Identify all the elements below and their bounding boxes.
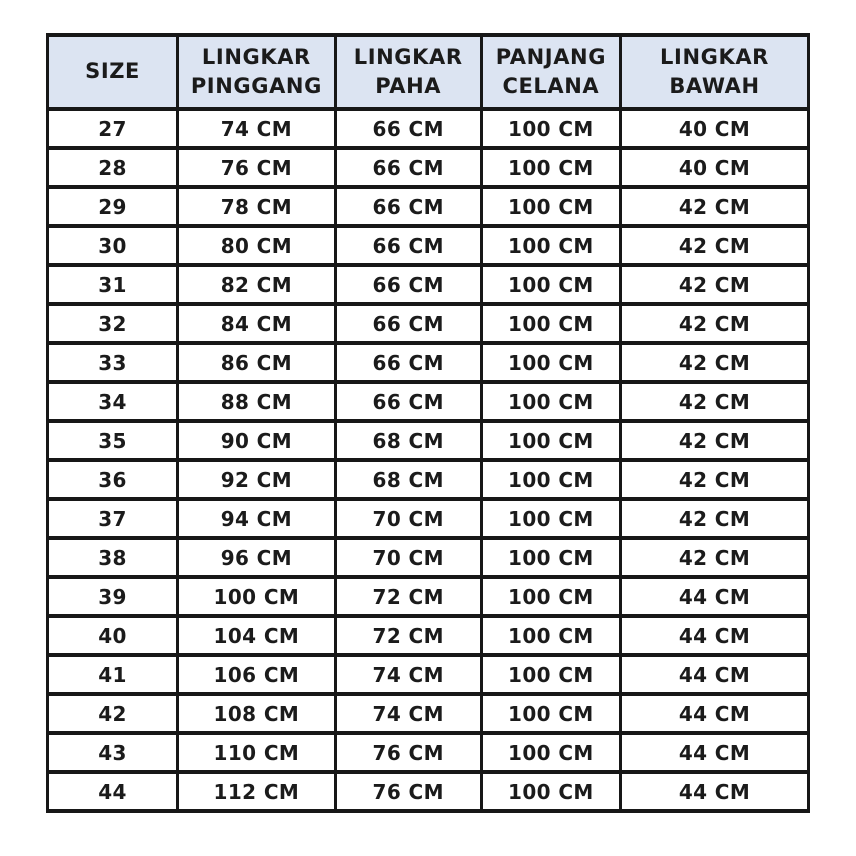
column-header: SIZE <box>48 35 178 109</box>
table-row <box>48 577 809 616</box>
measurement-cell: 96 CM <box>178 538 336 577</box>
measurement-cell: 78 CM <box>178 187 336 226</box>
size-chart <box>46 33 810 813</box>
measurement-cell: 100 CM <box>481 460 620 499</box>
size-cell: 32 <box>48 304 178 343</box>
measurement-cell: 44 CM <box>621 772 809 811</box>
measurement-cell: 76 CM <box>335 733 481 772</box>
measurement-cell: 100 CM <box>481 109 620 148</box>
size-cell: 42 <box>48 694 178 733</box>
measurement-cell: 100 CM <box>481 382 620 421</box>
table-row <box>48 382 809 421</box>
size-cell: 31 <box>48 265 178 304</box>
measurement-cell: 92 CM <box>178 460 336 499</box>
table-row <box>48 109 809 148</box>
measurement-cell: 66 CM <box>335 187 481 226</box>
measurement-cell: 110 CM <box>178 733 336 772</box>
measurement-cell: 72 CM <box>335 577 481 616</box>
measurement-cell: 100 CM <box>481 655 620 694</box>
measurement-cell: 76 CM <box>178 148 336 187</box>
measurement-cell: 100 CM <box>481 616 620 655</box>
measurement-cell: 66 CM <box>335 382 481 421</box>
measurement-cell: 42 CM <box>621 343 809 382</box>
measurement-cell: 106 CM <box>178 655 336 694</box>
measurement-cell: 70 CM <box>335 499 481 538</box>
measurement-cell: 100 CM <box>481 187 620 226</box>
table-row <box>48 148 809 187</box>
table-row <box>48 343 809 382</box>
measurement-cell: 42 CM <box>621 421 809 460</box>
size-cell: 29 <box>48 187 178 226</box>
measurement-cell: 100 CM <box>481 421 620 460</box>
measurement-cell: 100 CM <box>481 304 620 343</box>
table-row <box>48 265 809 304</box>
measurement-cell: 42 CM <box>621 538 809 577</box>
table-row <box>48 187 809 226</box>
table-row <box>48 499 809 538</box>
measurement-cell: 94 CM <box>178 499 336 538</box>
measurement-cell: 100 CM <box>481 343 620 382</box>
measurement-cell: 74 CM <box>335 694 481 733</box>
size-cell: 41 <box>48 655 178 694</box>
size-cell: 27 <box>48 109 178 148</box>
column-header: PANJANG CELANA <box>481 35 620 109</box>
measurement-cell: 100 CM <box>481 226 620 265</box>
measurement-cell: 80 CM <box>178 226 336 265</box>
size-cell: 43 <box>48 733 178 772</box>
measurement-cell: 100 CM <box>481 538 620 577</box>
table-row <box>48 733 809 772</box>
measurement-cell: 44 CM <box>621 577 809 616</box>
table-row <box>48 421 809 460</box>
measurement-cell: 88 CM <box>178 382 336 421</box>
size-chart-table <box>46 33 810 813</box>
measurement-cell: 100 CM <box>178 577 336 616</box>
measurement-cell: 42 CM <box>621 499 809 538</box>
measurement-cell: 42 CM <box>621 382 809 421</box>
measurement-cell: 76 CM <box>335 772 481 811</box>
measurement-cell: 44 CM <box>621 616 809 655</box>
measurement-cell: 100 CM <box>481 577 620 616</box>
measurement-cell: 86 CM <box>178 343 336 382</box>
measurement-cell: 42 CM <box>621 460 809 499</box>
measurement-cell: 42 CM <box>621 265 809 304</box>
measurement-cell: 100 CM <box>481 265 620 304</box>
measurement-cell: 42 CM <box>621 304 809 343</box>
size-cell: 30 <box>48 226 178 265</box>
column-header: LINGKAR PINGGANG <box>178 35 336 109</box>
table-row <box>48 694 809 733</box>
header-row <box>48 35 809 109</box>
measurement-cell: 42 CM <box>621 226 809 265</box>
table-row <box>48 772 809 811</box>
table-row <box>48 655 809 694</box>
measurement-cell: 112 CM <box>178 772 336 811</box>
table-row <box>48 304 809 343</box>
measurement-cell: 70 CM <box>335 538 481 577</box>
measurement-cell: 72 CM <box>335 616 481 655</box>
measurement-cell: 104 CM <box>178 616 336 655</box>
measurement-cell: 90 CM <box>178 421 336 460</box>
measurement-cell: 66 CM <box>335 265 481 304</box>
size-cell: 33 <box>48 343 178 382</box>
size-cell: 28 <box>48 148 178 187</box>
column-header: LINGKAR PAHA <box>335 35 481 109</box>
measurement-cell: 66 CM <box>335 343 481 382</box>
measurement-cell: 66 CM <box>335 109 481 148</box>
size-cell: 37 <box>48 499 178 538</box>
size-cell: 40 <box>48 616 178 655</box>
measurement-cell: 40 CM <box>621 148 809 187</box>
measurement-cell: 66 CM <box>335 148 481 187</box>
measurement-cell: 82 CM <box>178 265 336 304</box>
size-cell: 39 <box>48 577 178 616</box>
measurement-cell: 66 CM <box>335 226 481 265</box>
size-cell: 44 <box>48 772 178 811</box>
measurement-cell: 74 CM <box>335 655 481 694</box>
measurement-cell: 40 CM <box>621 109 809 148</box>
size-cell: 35 <box>48 421 178 460</box>
size-cell: 38 <box>48 538 178 577</box>
measurement-cell: 100 CM <box>481 499 620 538</box>
measurement-cell: 44 CM <box>621 694 809 733</box>
measurement-cell: 68 CM <box>335 421 481 460</box>
table-row <box>48 460 809 499</box>
column-header: LINGKAR BAWAH <box>621 35 809 109</box>
measurement-cell: 44 CM <box>621 655 809 694</box>
table-body <box>48 109 809 811</box>
measurement-cell: 68 CM <box>335 460 481 499</box>
measurement-cell: 100 CM <box>481 148 620 187</box>
measurement-cell: 44 CM <box>621 733 809 772</box>
measurement-cell: 74 CM <box>178 109 336 148</box>
table-row <box>48 538 809 577</box>
measurement-cell: 84 CM <box>178 304 336 343</box>
measurement-cell: 100 CM <box>481 733 620 772</box>
measurement-cell: 108 CM <box>178 694 336 733</box>
measurement-cell: 42 CM <box>621 187 809 226</box>
size-cell: 36 <box>48 460 178 499</box>
measurement-cell: 100 CM <box>481 694 620 733</box>
table-row <box>48 616 809 655</box>
table-row <box>48 226 809 265</box>
measurement-cell: 100 CM <box>481 772 620 811</box>
size-cell: 34 <box>48 382 178 421</box>
measurement-cell: 66 CM <box>335 304 481 343</box>
